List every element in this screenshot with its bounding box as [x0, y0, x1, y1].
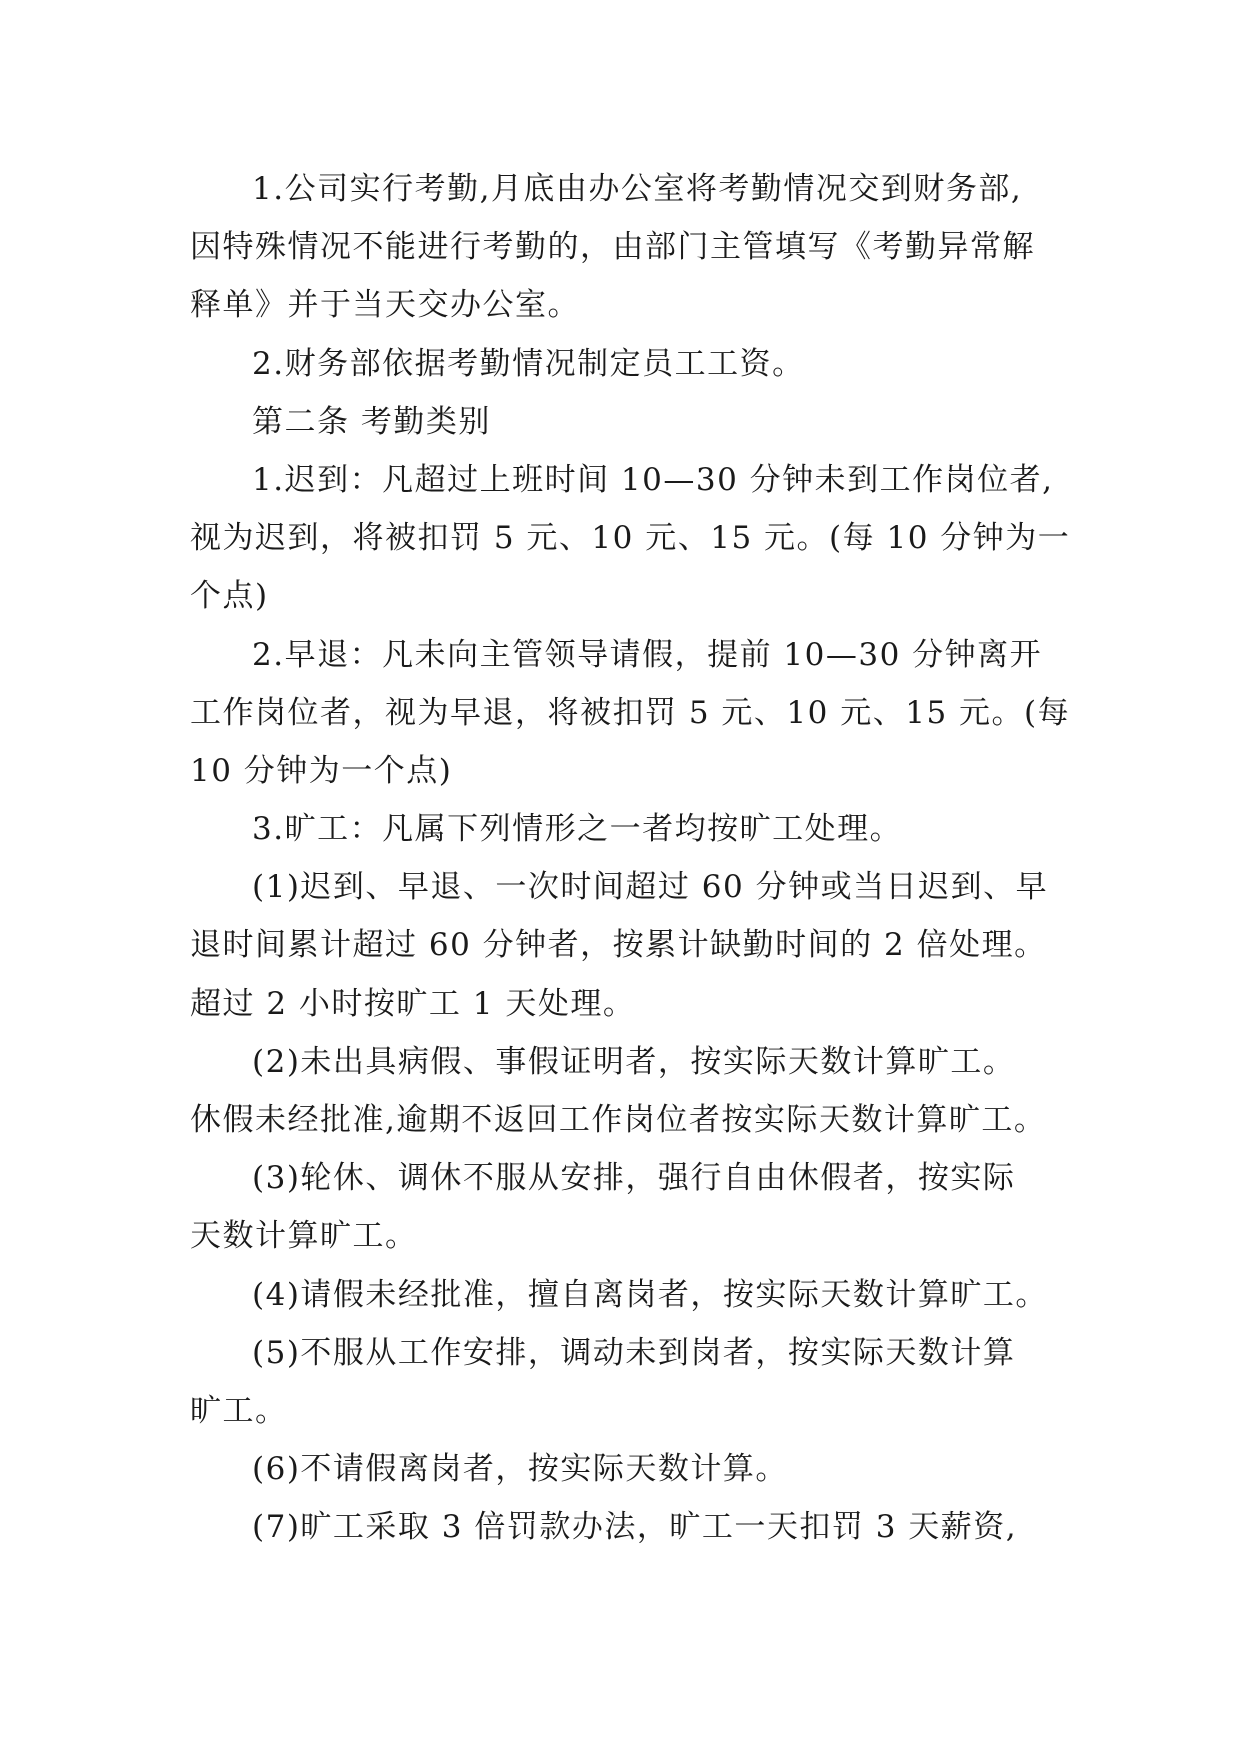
text-line: 释单》并于当天交办公室。	[190, 287, 580, 324]
text-line: 1.公司实行考勤,月底由办公室将考勤情况交到财务部,	[252, 171, 1023, 207]
text-line: 视为迟到，将被扣罚 5 元、10 元、15 元。(每 10 分钟为一	[190, 520, 1071, 557]
text-line: 退时间累计超过 60 分钟者，按累计缺勤时间的 2 倍处理。	[190, 927, 1047, 964]
text-line: 个点)	[190, 578, 269, 615]
text-line: 10 分钟为一个点)	[190, 752, 453, 789]
text-line: 工作岗位者，视为早退，将被扣罚 5 元、10 元、15 元。(每	[190, 694, 1071, 731]
text-line: 2.早退：凡未向主管领导请假，提前 10—30 分钟离开	[252, 636, 1043, 673]
text-line: (1)迟到、早退、一次时间超过 60 分钟或当日迟到、早	[252, 869, 1049, 906]
document-body	[190, 160, 1090, 1557]
text-line: (3)轮休、调休不服从安排，强行自由休假者，按实际	[252, 1160, 1016, 1197]
text-line: (2)未出具病假、事假证明者，按实际天数计算旷工。	[252, 1043, 1016, 1080]
text-line: 天数计算旷工。	[190, 1218, 418, 1255]
text-line: (5)不服从工作安排，调动未到岗者，按实际天数计算	[252, 1334, 1016, 1371]
text-line: (7)旷工采取 3 倍罚款办法，旷工一天扣罚 3 天薪资,	[252, 1509, 1018, 1546]
text-line: 2.财务部依据考勤情况制定员工工资。	[252, 345, 805, 382]
text-line: 因特殊情况不能进行考勤的，由部门主管填写《考勤异常解	[190, 229, 1035, 266]
text-line: (4)请假未经批准，擅自离岗者，按实际天数计算旷工。	[252, 1276, 1048, 1313]
text-line: 3.旷工：凡属下列情形之一者均按旷工处理。	[252, 811, 903, 848]
text-line: (6)不请假离岗者，按实际天数计算。	[252, 1451, 788, 1488]
text-line: 1.迟到：凡超过上班时间 10—30 分钟未到工作岗位者,	[252, 461, 1054, 498]
text-line: 旷工。	[190, 1392, 288, 1429]
section-heading: 第二条 考勤类别	[252, 403, 491, 440]
text-line: 休假未经批准,逾期不返回工作岗位者按实际天数计算旷工。	[190, 1102, 1047, 1138]
text-line: 超过 2 小时按旷工 1 天处理。	[190, 985, 636, 1022]
